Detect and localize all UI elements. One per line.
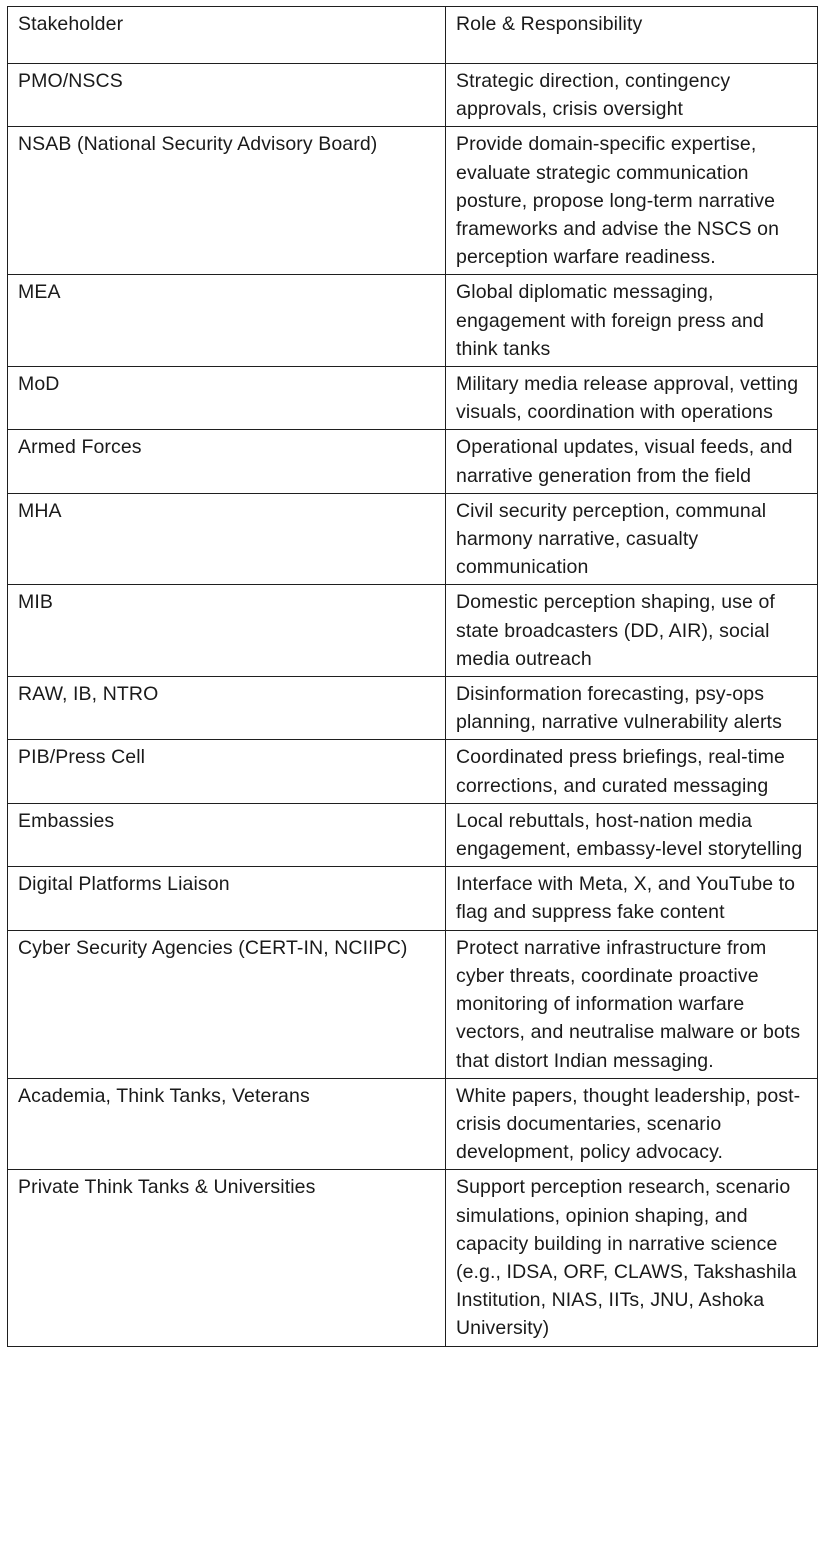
stakeholder-cell: Private Think Tanks & Universities: [8, 1170, 446, 1346]
stakeholder-cell: Digital Platforms Liaison: [8, 867, 446, 930]
role-cell: Disinformation forecasting, psy-ops planning, narrative vulnerability alerts: [446, 677, 818, 740]
table-row: [8, 930, 818, 1078]
role-cell: Provide domain-specific expertise, evaluate strategic communication posture, propose long-term narrative frameworks and advise the NSCS on perception warfare readiness.: [446, 127, 818, 275]
stakeholder-cell: Armed Forces: [8, 430, 446, 493]
table-header-row: [8, 7, 818, 64]
role-cell: Domestic perception shaping, use of state broadcasters (DD, AIR), social media outreach: [446, 585, 818, 677]
role-cell: Operational updates, visual feeds, and narrative generation from the field: [446, 430, 818, 493]
table-row: [8, 64, 818, 127]
role-cell: Support perception research, scenario simulations, opinion shaping, and capacity building in narrative science (e.g., IDSA, ORF, CLAWS, Takshashila Institution, NIAS, IITs, JNU, Ashoka University): [446, 1170, 818, 1346]
header-stakeholder: Stakeholder: [8, 7, 446, 64]
table-row: [8, 493, 818, 585]
header-role: Role & Responsibility: [446, 7, 818, 64]
role-cell: Military media release approval, vetting visuals, coordination with operations: [446, 367, 818, 430]
table-row: [8, 677, 818, 740]
stakeholder-cell: NSAB (National Security Advisory Board): [8, 127, 446, 275]
role-cell: White papers, thought leadership, post-crisis documentaries, scenario development, policy advocacy.: [446, 1078, 818, 1170]
table-row: [8, 127, 818, 275]
table-row: [8, 430, 818, 493]
stakeholder-cell: PMO/NSCS: [8, 64, 446, 127]
table-row: [8, 1078, 818, 1170]
table-row: [8, 867, 818, 930]
role-cell: Global diplomatic messaging, engagement with foreign press and think tanks: [446, 275, 818, 367]
stakeholder-cell: Cyber Security Agencies (CERT-IN, NCIIPC): [8, 930, 446, 1078]
role-cell: Interface with Meta, X, and YouTube to flag and suppress fake content: [446, 867, 818, 930]
stakeholder-cell: PIB/Press Cell: [8, 740, 446, 803]
stakeholder-table: [7, 6, 818, 1347]
stakeholder-cell: RAW, IB, NTRO: [8, 677, 446, 740]
stakeholder-cell: MHA: [8, 493, 446, 585]
table-row: [8, 585, 818, 677]
stakeholder-cell: MIB: [8, 585, 446, 677]
role-cell: Strategic direction, contingency approvals, crisis oversight: [446, 64, 818, 127]
table-row: [8, 803, 818, 866]
table-row: [8, 740, 818, 803]
role-cell: Coordinated press briefings, real-time corrections, and curated messaging: [446, 740, 818, 803]
table-row: [8, 275, 818, 367]
role-cell: Local rebuttals, host-nation media engagement, embassy-level storytelling: [446, 803, 818, 866]
table-row: [8, 367, 818, 430]
stakeholder-cell: MoD: [8, 367, 446, 430]
role-cell: Protect narrative infrastructure from cyber threats, coordinate proactive monitoring of information warfare vectors, and neutralise malware or bots that distort Indian messaging.: [446, 930, 818, 1078]
stakeholder-cell: MEA: [8, 275, 446, 367]
stakeholder-cell: Embassies: [8, 803, 446, 866]
table-row: [8, 1170, 818, 1346]
role-cell: Civil security perception, communal harmony narrative, casualty communication: [446, 493, 818, 585]
stakeholder-cell: Academia, Think Tanks, Veterans: [8, 1078, 446, 1170]
